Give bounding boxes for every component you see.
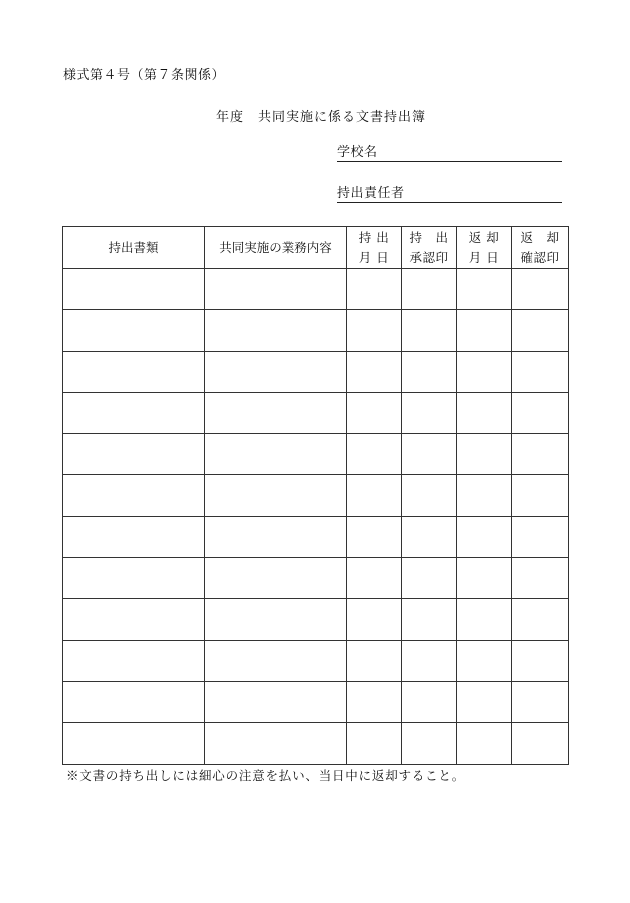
work-content-cell[interactable] <box>205 516 347 557</box>
work-content-cell[interactable] <box>205 558 347 599</box>
takeout-date-cell[interactable] <box>347 269 402 310</box>
return-confirm-cell[interactable] <box>512 516 569 557</box>
documents-cell[interactable] <box>63 269 205 310</box>
documents-cell[interactable] <box>63 310 205 351</box>
school-name-field[interactable] <box>337 145 562 162</box>
table-row <box>63 640 569 681</box>
header-takeout-approval-line2: 承認印 <box>409 249 449 265</box>
takeout-approval-cell[interactable] <box>402 599 457 640</box>
header-return-confirm-line2: 確認印 <box>520 249 560 265</box>
documents-cell[interactable] <box>63 558 205 599</box>
table-row <box>63 434 569 475</box>
takeout-approval-cell[interactable] <box>402 681 457 722</box>
header-takeout-date-line2: 月 日 <box>358 249 390 265</box>
documents-cell[interactable] <box>63 351 205 392</box>
takeout-approval-cell[interactable] <box>402 351 457 392</box>
takeout-date-cell[interactable] <box>347 599 402 640</box>
responsible-person-field[interactable] <box>337 186 562 203</box>
return-date-cell[interactable] <box>457 269 512 310</box>
header-return-confirm <box>512 227 569 269</box>
takeout-date-cell[interactable] <box>347 558 402 599</box>
documents-cell[interactable] <box>63 599 205 640</box>
work-content-cell[interactable] <box>205 599 347 640</box>
documents-cell[interactable] <box>63 434 205 475</box>
form-number: 様式第４号（第７条関係） <box>63 68 226 83</box>
documents-cell[interactable] <box>63 475 205 516</box>
return-date-cell[interactable] <box>457 475 512 516</box>
work-content-cell[interactable] <box>205 434 347 475</box>
takeout-date-cell[interactable] <box>347 475 402 516</box>
takeout-approval-cell[interactable] <box>402 392 457 433</box>
header-return-date-line1: 返 却 <box>468 229 500 245</box>
return-confirm-cell[interactable] <box>512 558 569 599</box>
return-date-cell[interactable] <box>457 681 512 722</box>
table-row <box>63 310 569 351</box>
return-confirm-cell[interactable] <box>512 475 569 516</box>
table-row <box>63 392 569 433</box>
documents-cell[interactable] <box>63 392 205 433</box>
return-date-cell[interactable] <box>457 599 512 640</box>
work-content-cell[interactable] <box>205 681 347 722</box>
takeout-approval-cell[interactable] <box>402 434 457 475</box>
work-content-cell[interactable] <box>205 392 347 433</box>
table-row <box>63 516 569 557</box>
takeout-date-cell[interactable] <box>347 640 402 681</box>
return-confirm-cell[interactable] <box>512 434 569 475</box>
documents-cell[interactable] <box>63 681 205 722</box>
work-content-cell[interactable] <box>205 640 347 681</box>
takeout-approval-cell[interactable] <box>402 310 457 351</box>
footnote: ※文書の持ち出しには細心の注意を払い、当日中に返却すること。 <box>66 768 466 783</box>
return-confirm-cell[interactable] <box>512 351 569 392</box>
return-confirm-cell[interactable] <box>512 681 569 722</box>
return-date-cell[interactable] <box>457 558 512 599</box>
takeout-approval-cell[interactable] <box>402 269 457 310</box>
return-confirm-cell[interactable] <box>512 392 569 433</box>
return-confirm-cell[interactable] <box>512 310 569 351</box>
table-row <box>63 599 569 640</box>
school-name-label: 学校名 <box>337 145 378 160</box>
return-date-cell[interactable] <box>457 434 512 475</box>
header-takeout-approval <box>402 227 457 269</box>
table-row <box>63 351 569 392</box>
responsible-person-label: 持出責任者 <box>337 186 405 201</box>
takeout-date-cell[interactable] <box>347 392 402 433</box>
return-date-cell[interactable] <box>457 310 512 351</box>
return-date-cell[interactable] <box>457 516 512 557</box>
table-header-row <box>63 227 569 269</box>
work-content-cell[interactable] <box>205 351 347 392</box>
work-content-cell[interactable] <box>205 475 347 516</box>
table-row <box>63 269 569 310</box>
header-takeout-date-line1: 持 出 <box>358 229 390 245</box>
table-body <box>63 269 569 765</box>
documents-cell[interactable] <box>63 723 205 764</box>
work-content-cell[interactable] <box>205 723 347 764</box>
header-work-content: 共同実施の業務内容 <box>205 227 347 269</box>
table-row <box>63 681 569 722</box>
return-confirm-cell[interactable] <box>512 723 569 764</box>
work-content-cell[interactable] <box>205 310 347 351</box>
return-date-cell[interactable] <box>457 392 512 433</box>
return-date-cell[interactable] <box>457 351 512 392</box>
takeout-approval-cell[interactable] <box>402 723 457 764</box>
takeout-date-cell[interactable] <box>347 351 402 392</box>
work-content-cell[interactable] <box>205 269 347 310</box>
table-row <box>63 558 569 599</box>
header-return-confirm-line1: 返 却 <box>520 229 560 245</box>
documents-cell[interactable] <box>63 516 205 557</box>
takeout-date-cell[interactable] <box>347 310 402 351</box>
document-title: 年度 共同実施に係る文書持出簿 <box>216 110 427 125</box>
takeout-approval-cell[interactable] <box>402 475 457 516</box>
return-date-cell[interactable] <box>457 640 512 681</box>
takeout-approval-cell[interactable] <box>402 558 457 599</box>
table-row <box>63 475 569 516</box>
takeout-date-cell[interactable] <box>347 681 402 722</box>
takeout-approval-cell[interactable] <box>402 640 457 681</box>
takeout-approval-cell[interactable] <box>402 516 457 557</box>
header-takeout-date <box>347 227 402 269</box>
table-row <box>63 723 569 764</box>
return-date-cell[interactable] <box>457 723 512 764</box>
header-takeout-approval-line1: 持 出 <box>409 229 449 245</box>
documents-cell[interactable] <box>63 640 205 681</box>
takeout-date-cell[interactable] <box>347 434 402 475</box>
header-return-date <box>457 227 512 269</box>
header-return-date-line2: 月 日 <box>468 249 500 265</box>
takeout-date-cell[interactable] <box>347 516 402 557</box>
return-confirm-cell[interactable] <box>512 269 569 310</box>
return-confirm-cell[interactable] <box>512 599 569 640</box>
return-confirm-cell[interactable] <box>512 640 569 681</box>
header-documents: 持出書類 <box>63 227 205 269</box>
takeout-ledger-table <box>62 226 569 765</box>
takeout-date-cell[interactable] <box>347 723 402 764</box>
